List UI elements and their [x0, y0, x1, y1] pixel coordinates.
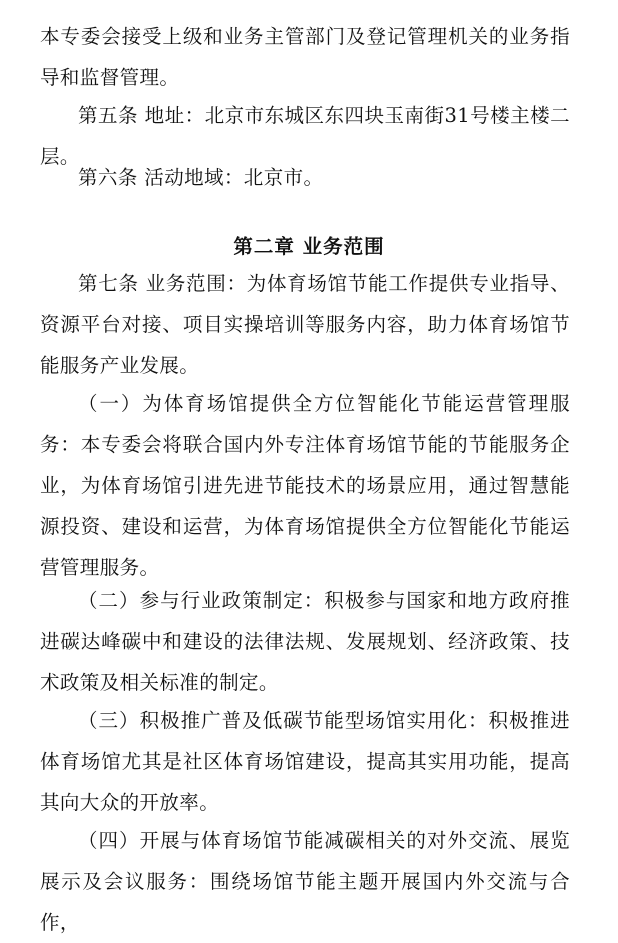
paragraph-article-5-address: 第五条 地址：北京市东城区东四块玉南街31号楼主楼二层。 [40, 104, 570, 168]
paragraph-item-3: （三）积极推广普及低碳节能型场馆实用化：积极推进体育场馆尤其是社区体育场馆建设，提高其实用功能，提高其向大众的开放率。 [40, 709, 570, 814]
paragraph-item-4: （四）开展与体育场馆节能减碳相关的对外交流、展览展示及会议服务：围绕场馆节能主题开展国内外交流与合作， [40, 829, 570, 934]
chapter-heading: 第二章 业务范围 [233, 235, 385, 258]
paragraph-supervision: 本专委会接受上级和业务主管部门及登记管理机关的业务指导和监督管理。 [40, 25, 570, 89]
paragraph-article-6-region: 第六条 活动地域：北京市。 [78, 166, 324, 189]
paragraph-article-7-scope: 第七条 业务范围：为体育场馆节能工作提供专业指导、资源平台对接、项目实操培训等服务内容，助力体育场馆节能服务产业发展。 [40, 272, 570, 377]
paragraph-item-1: （一）为体育场馆提供全方位智能化节能运营管理服务：本专委会将联合国内外专注体育场馆节能的节能服务企业，为体育场馆引进先进节能技术的场景应用，通过智慧能源投资、建设和运营，为体育场馆提供全方位智能化节能运营管理服务。 [40, 392, 570, 579]
paragraph-item-2: （二）参与行业政策制定：积极参与国家和地方政府推进碳达峰碳中和建设的法律法规、发展规划、经济政策、技术政策及相关标准的制定。 [40, 589, 570, 694]
